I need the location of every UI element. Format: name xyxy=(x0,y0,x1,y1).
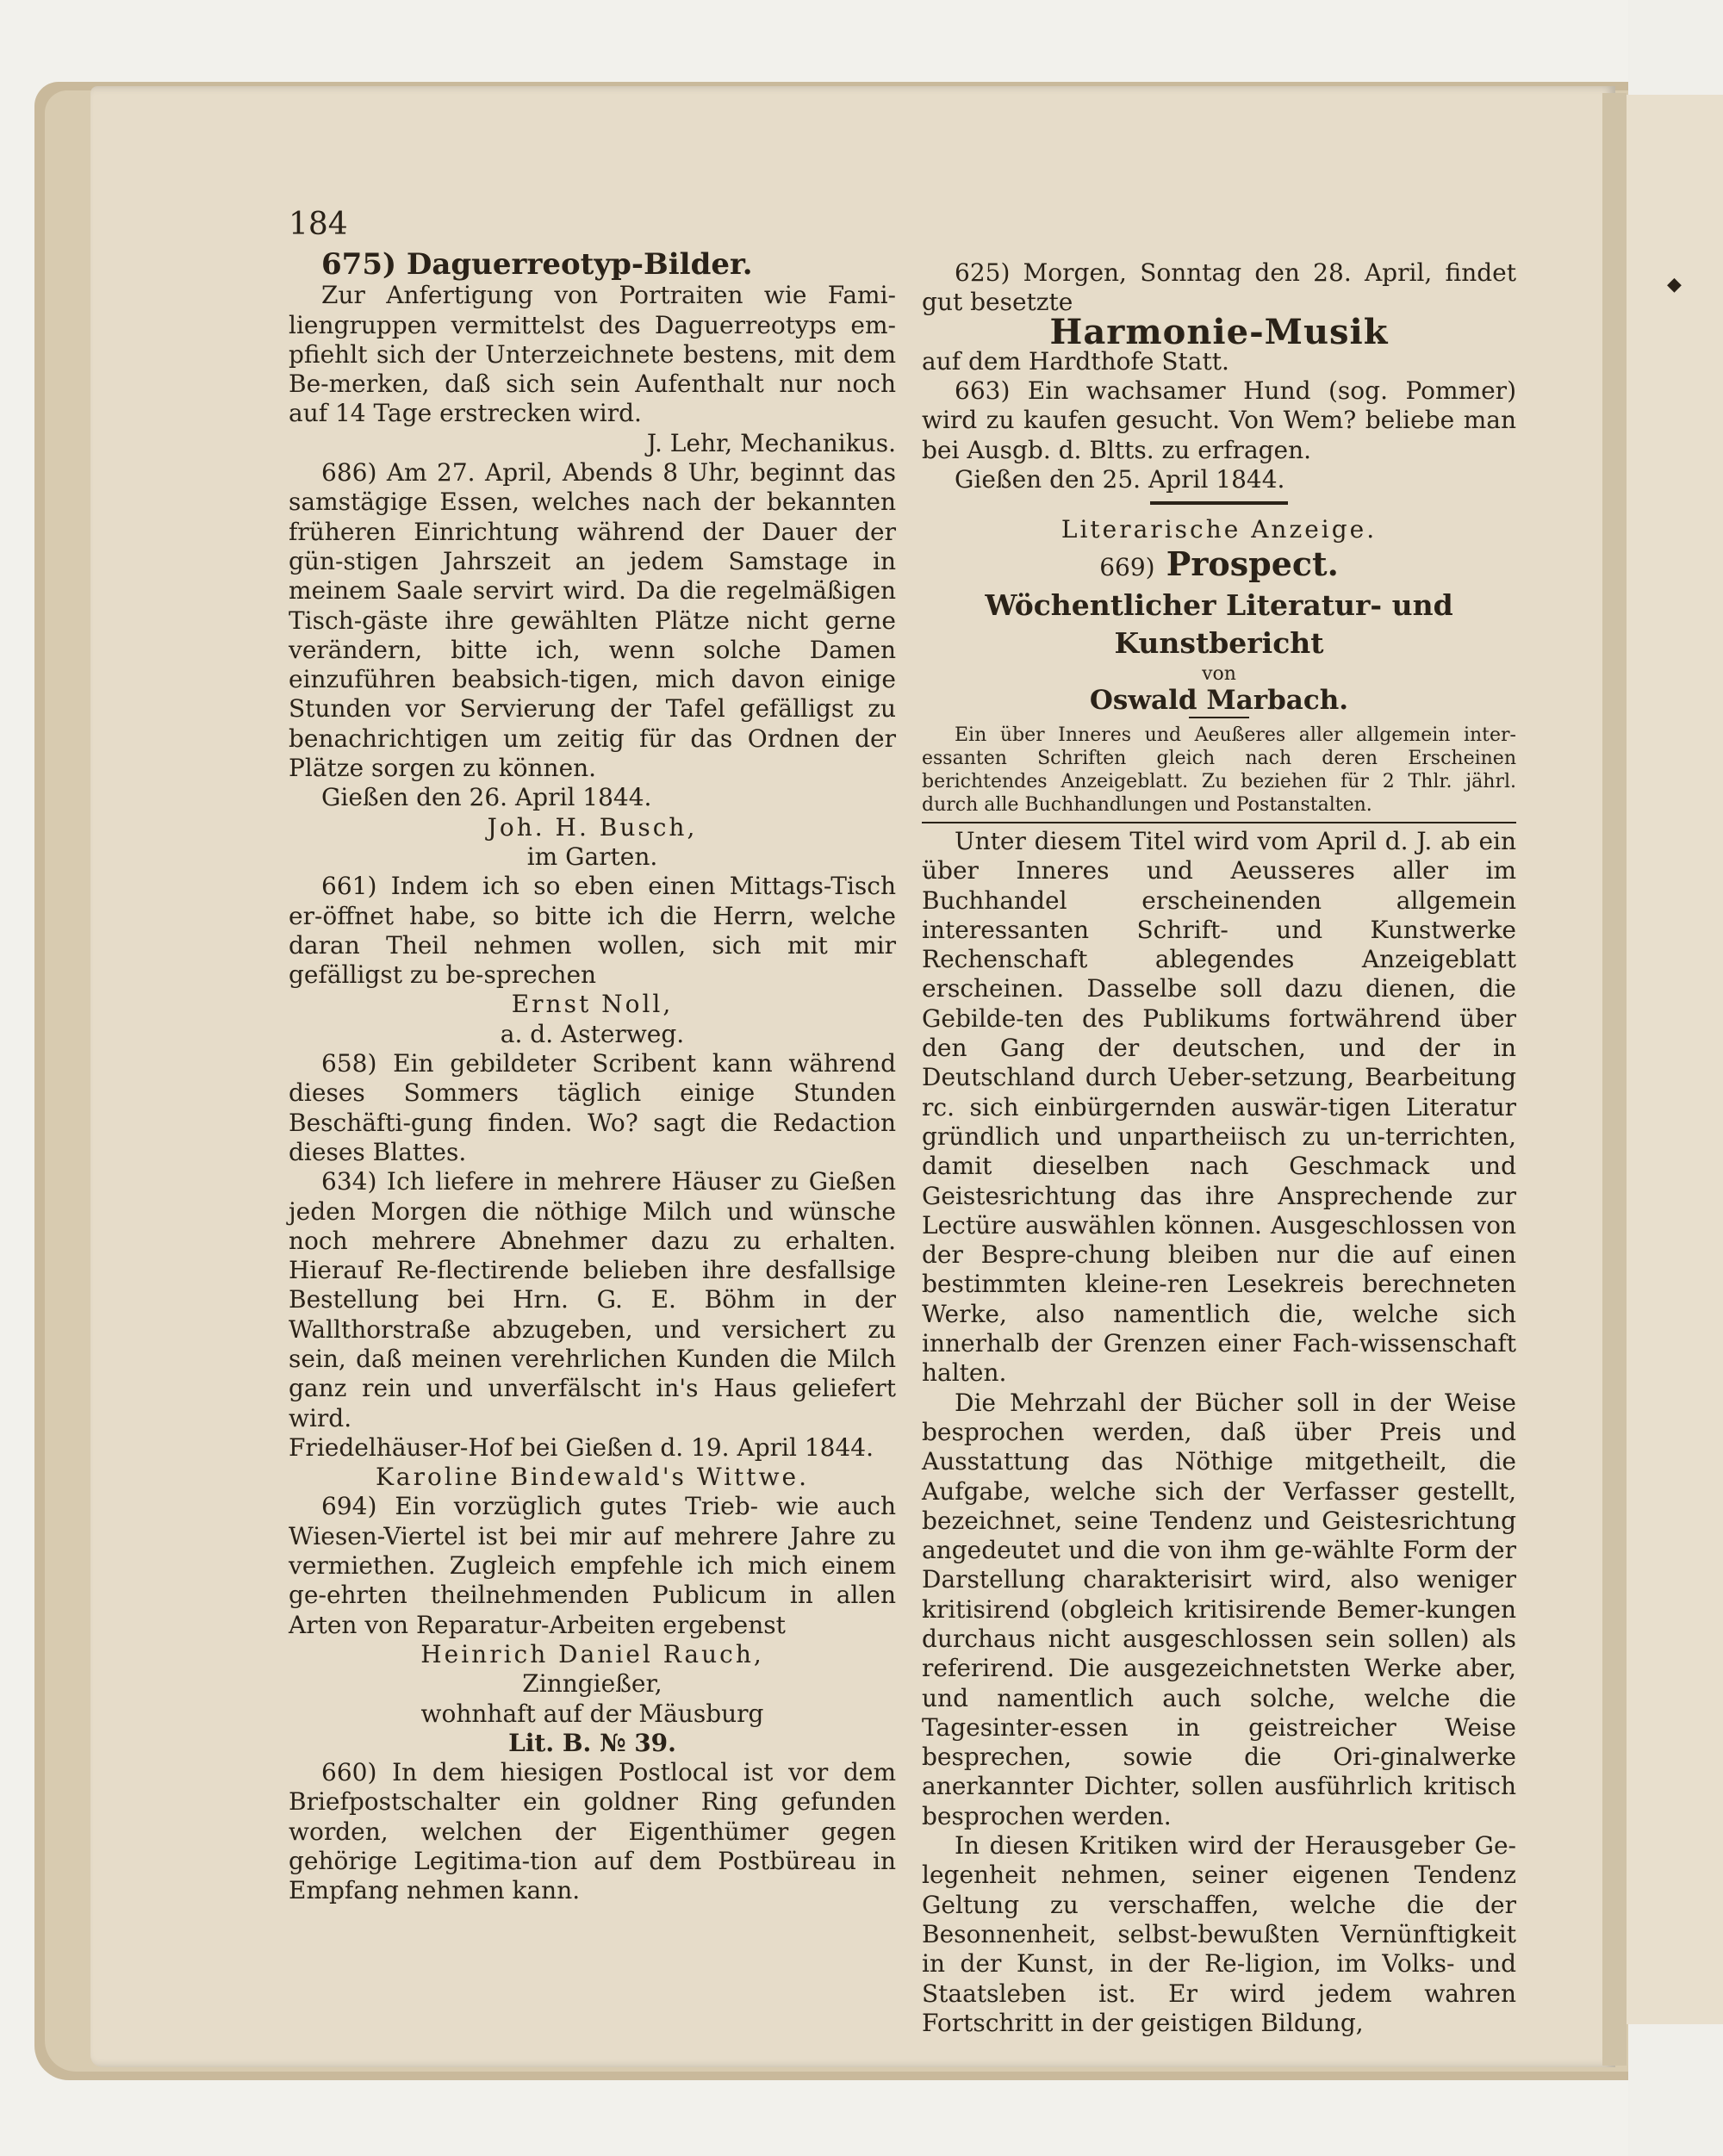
left-column xyxy=(289,247,896,1906)
ad-686-date: Gießen den 26. April 1844. xyxy=(321,783,652,812)
ad-669-paragraph-2: Die Mehrzahl der Bücher soll in der Weise besprochen werden, daß über Preis und Ausstattung das Nöthige mitgetheilt, die Aufgabe, welche sich der Verfasser gestellt, bezeichnet, seine Tendenz und Geistesrichtung angedeutet und die von ihm ge-wählte Form der Darstellung charakterisirt wird, also weniger kritisirend (obgleich kritisirende Bemer-kungen durchaus nicht ausgeschlossen sein sollen) als referirend. Die ausgezeichnetsten Werke aber, und namentlich auch solche, welche die Tagesinter-essen in geistreicher Weise besprechen, sowie die Ori-ginalwerke anerkannter Dichter, sollen ausführlich kritisch besprochen werden. xyxy=(922,1388,1516,1830)
ad-634-date: Friedelhäuser-Hof bei Gießen d. 19. April 1844. xyxy=(289,1432,874,1462)
blurb-rule xyxy=(922,822,1516,823)
ad-634-signature: Karoline Bindewald's Wittwe. xyxy=(375,1463,809,1492)
page-number: 184 xyxy=(289,207,348,242)
ad-675-signature: J. Lehr, Mechanikus. xyxy=(646,428,896,457)
ad-660-text: 660) In dem hiesigen Postlocal ist vor dem Briefpostschalter ein goldner Ring gefunden worden, welchen der Eigenthümer gegen gehörige Legitima-tion auf dem Postbüreau in Empfang nehmen kann. xyxy=(289,1758,896,1905)
ad-686-signature: Joh. H. Busch, xyxy=(487,812,698,842)
ad-663-text: 663) Ein wachsamer Hund (sog. Pommer) wird zu kaufen gesucht. Von Wem? beliebe man bei Ausgb. d. Bltts. zu erfragen. xyxy=(922,376,1516,464)
ad-675-heading: 675) Daguerreotyp-Bilder. xyxy=(321,247,753,282)
ad-686-text: 686) Am 27. April, Abends 8 Uhr, beginnt das samstägige Essen, welches nach der bekannten früheren Einrichtung während der Dauer der gün-stigen Jahrszeit an jedem Samstage in meinem Saale servirt wird. Da die regelmäßigen Tisch-gäste ihre gewählten Plätze nicht gerne verändern, bitte ich, wenn solche Damen einzuführen beabsich-tigen, mich davon einige Stunden vor Servierung der Tafel gefälligst zu benachrichtigen um zeitig für das Ordnen der Plätze sorgen zu können. xyxy=(289,458,896,783)
ad-663-date: Gießen den 25. April 1844. xyxy=(955,465,1285,494)
ad-694-text: 694) Ein vorzüglich gutes Trieb- wie auch Wiesen-Viertel ist bei mir auf mehrere Jahre zu vermiethen. Zugleich empfehle ich mich einem ge-ehrten theilnehmenden Publicum in allen Arten von Reparatur-Arbeiten ergebenst xyxy=(289,1492,896,1639)
ad-661-signature-2: a. d. Asterweg. xyxy=(500,1019,685,1048)
ad-634-text: 634) Ich liefere in mehrere Häuser zu Gießen jeden Morgen die nöthige Milch und wünsche noch mehrere Abnehmer dazu zu erhalten. Hierauf Re-flectirende belieben ihre desfallsige Bestellung bei Hrn. G. E. Böhm in der Wallthorstraße abzugeben, und versichert zu sein, daß meinen verehrlichen Kunden die Milch ganz rein und unverfälscht in's Haus geliefert wird. xyxy=(289,1167,896,1432)
ad-669-paragraph-1: Unter diesem Titel wird vom April d. J. ab ein über Inneres und Aeusseres aller im Buchhandel erscheinenden allgemein interessanten Schrift- und Kunstwerke Rechenschaft ablegendes Anzeigeblatt erscheinen. Dasselbe soll dazu dienen, die Gebilde-ten des Publikums fortwährend über den Gang der deutschen, und der in Deutschland durch Ueber-setzung, Bearbeitung rc. sich einbürgernden auswär-tigen Literatur gründlich und unpartheiisch zu un-terrichten, damit dieselben nach Geschmack und Geistesrichtung das ihre Ansprechende zur Lectüre auswählen können. Ausgeschlossen von der Bespre-chung bleiben nur die auf einen bestimmten kleine-ren Lesekreis berechneten Werke, also namentlich die, welche sich innerhalb der Grenzen einer Fach-wissenschaft halten. xyxy=(922,826,1516,1388)
ad-694-signature-3: wohnhaft auf der Mäusburg xyxy=(420,1699,764,1728)
ad-669-von: von xyxy=(1202,662,1236,685)
ad-661-text: 661) Indem ich so eben einen Mittags-Tisch er-öffnet habe, so bitte ich die Herrn, welche daran Theil nehmen wollen, sich mit mir gefälligst zu be-sprechen xyxy=(289,872,896,990)
ad-669-title-line xyxy=(922,545,1516,587)
right-column xyxy=(922,258,1516,2038)
ad-625-line2: auf dem Hardthofe Statt. xyxy=(922,346,1229,376)
facing-page-edge xyxy=(1620,95,1723,2024)
section-heading: Literarische Anzeige. xyxy=(1061,515,1378,544)
ad-694-signature-2: Zinngießer, xyxy=(522,1669,662,1699)
ad-669-blurb: Ein über Inneres und Aeußeres aller allgemein inter-essanten Schriften gleich nach deren Erscheinen berichtendes Anzeigeblatt. Zu beziehen für 2 Thlr. jährl. durch alle Buchhandlungen und Postanstalten. xyxy=(922,724,1516,816)
ad-658-text: 658) Ein gebildeter Scribent kann während dieses Sommers täglich einige Stunden Beschäfti-gung finden. Wo? sagt die Redaction dieses Blattes. xyxy=(289,1049,896,1166)
ad-661-signature: Ernst Noll, xyxy=(511,990,674,1019)
ad-686-signature-2: im Garten. xyxy=(526,842,658,871)
ad-669-author: Oswald Marbach. xyxy=(1089,684,1349,716)
ad-625-line1: 625) Morgen, Sonntag den 28. April, findet gut besetzte xyxy=(922,258,1516,317)
ad-669-paragraph-3: In diesen Kritiken wird der Herausgeber Ge-legenheit nehmen, seiner eigenen Tendenz Geltung zu verschaffen, welche die der Besonnenheit, selbst-bewußten Vernünftigkeit in der Kunst, in der Re-ligion, im Volks- und Staatsleben ist. Er wird jedem wahren Fortschritt in der geistigen Bildung, xyxy=(922,1831,1516,2037)
section-rule xyxy=(1150,501,1288,505)
ad-694-signature: Heinrich Daniel Rauch, xyxy=(420,1639,764,1668)
ad-669-title: Prospect. xyxy=(1166,544,1339,583)
ad-675-text: Zur Anfertigung von Portraiten wie Fami-liengruppen vermittelst des Daguerreotyps em-pfiehlt sich der Unterzeichnete bestens, mit dem Be-merken, daß sich sein Aufenthalt nur noch auf 14 Tage erstrecken wird. xyxy=(289,281,896,428)
ad-669-number: 669) xyxy=(1099,552,1155,581)
ad-669-subtitle: Wöchentlicher Literatur- und Kunstbericht xyxy=(985,587,1453,660)
margin-mark: ◆ xyxy=(1667,274,1682,295)
author-rule xyxy=(1189,717,1249,718)
ad-694-signature-4: Lit. B. № 39. xyxy=(508,1728,676,1757)
ad-625-title: Harmonie-Musik xyxy=(1049,311,1389,352)
page-gutter xyxy=(1602,93,1627,2066)
